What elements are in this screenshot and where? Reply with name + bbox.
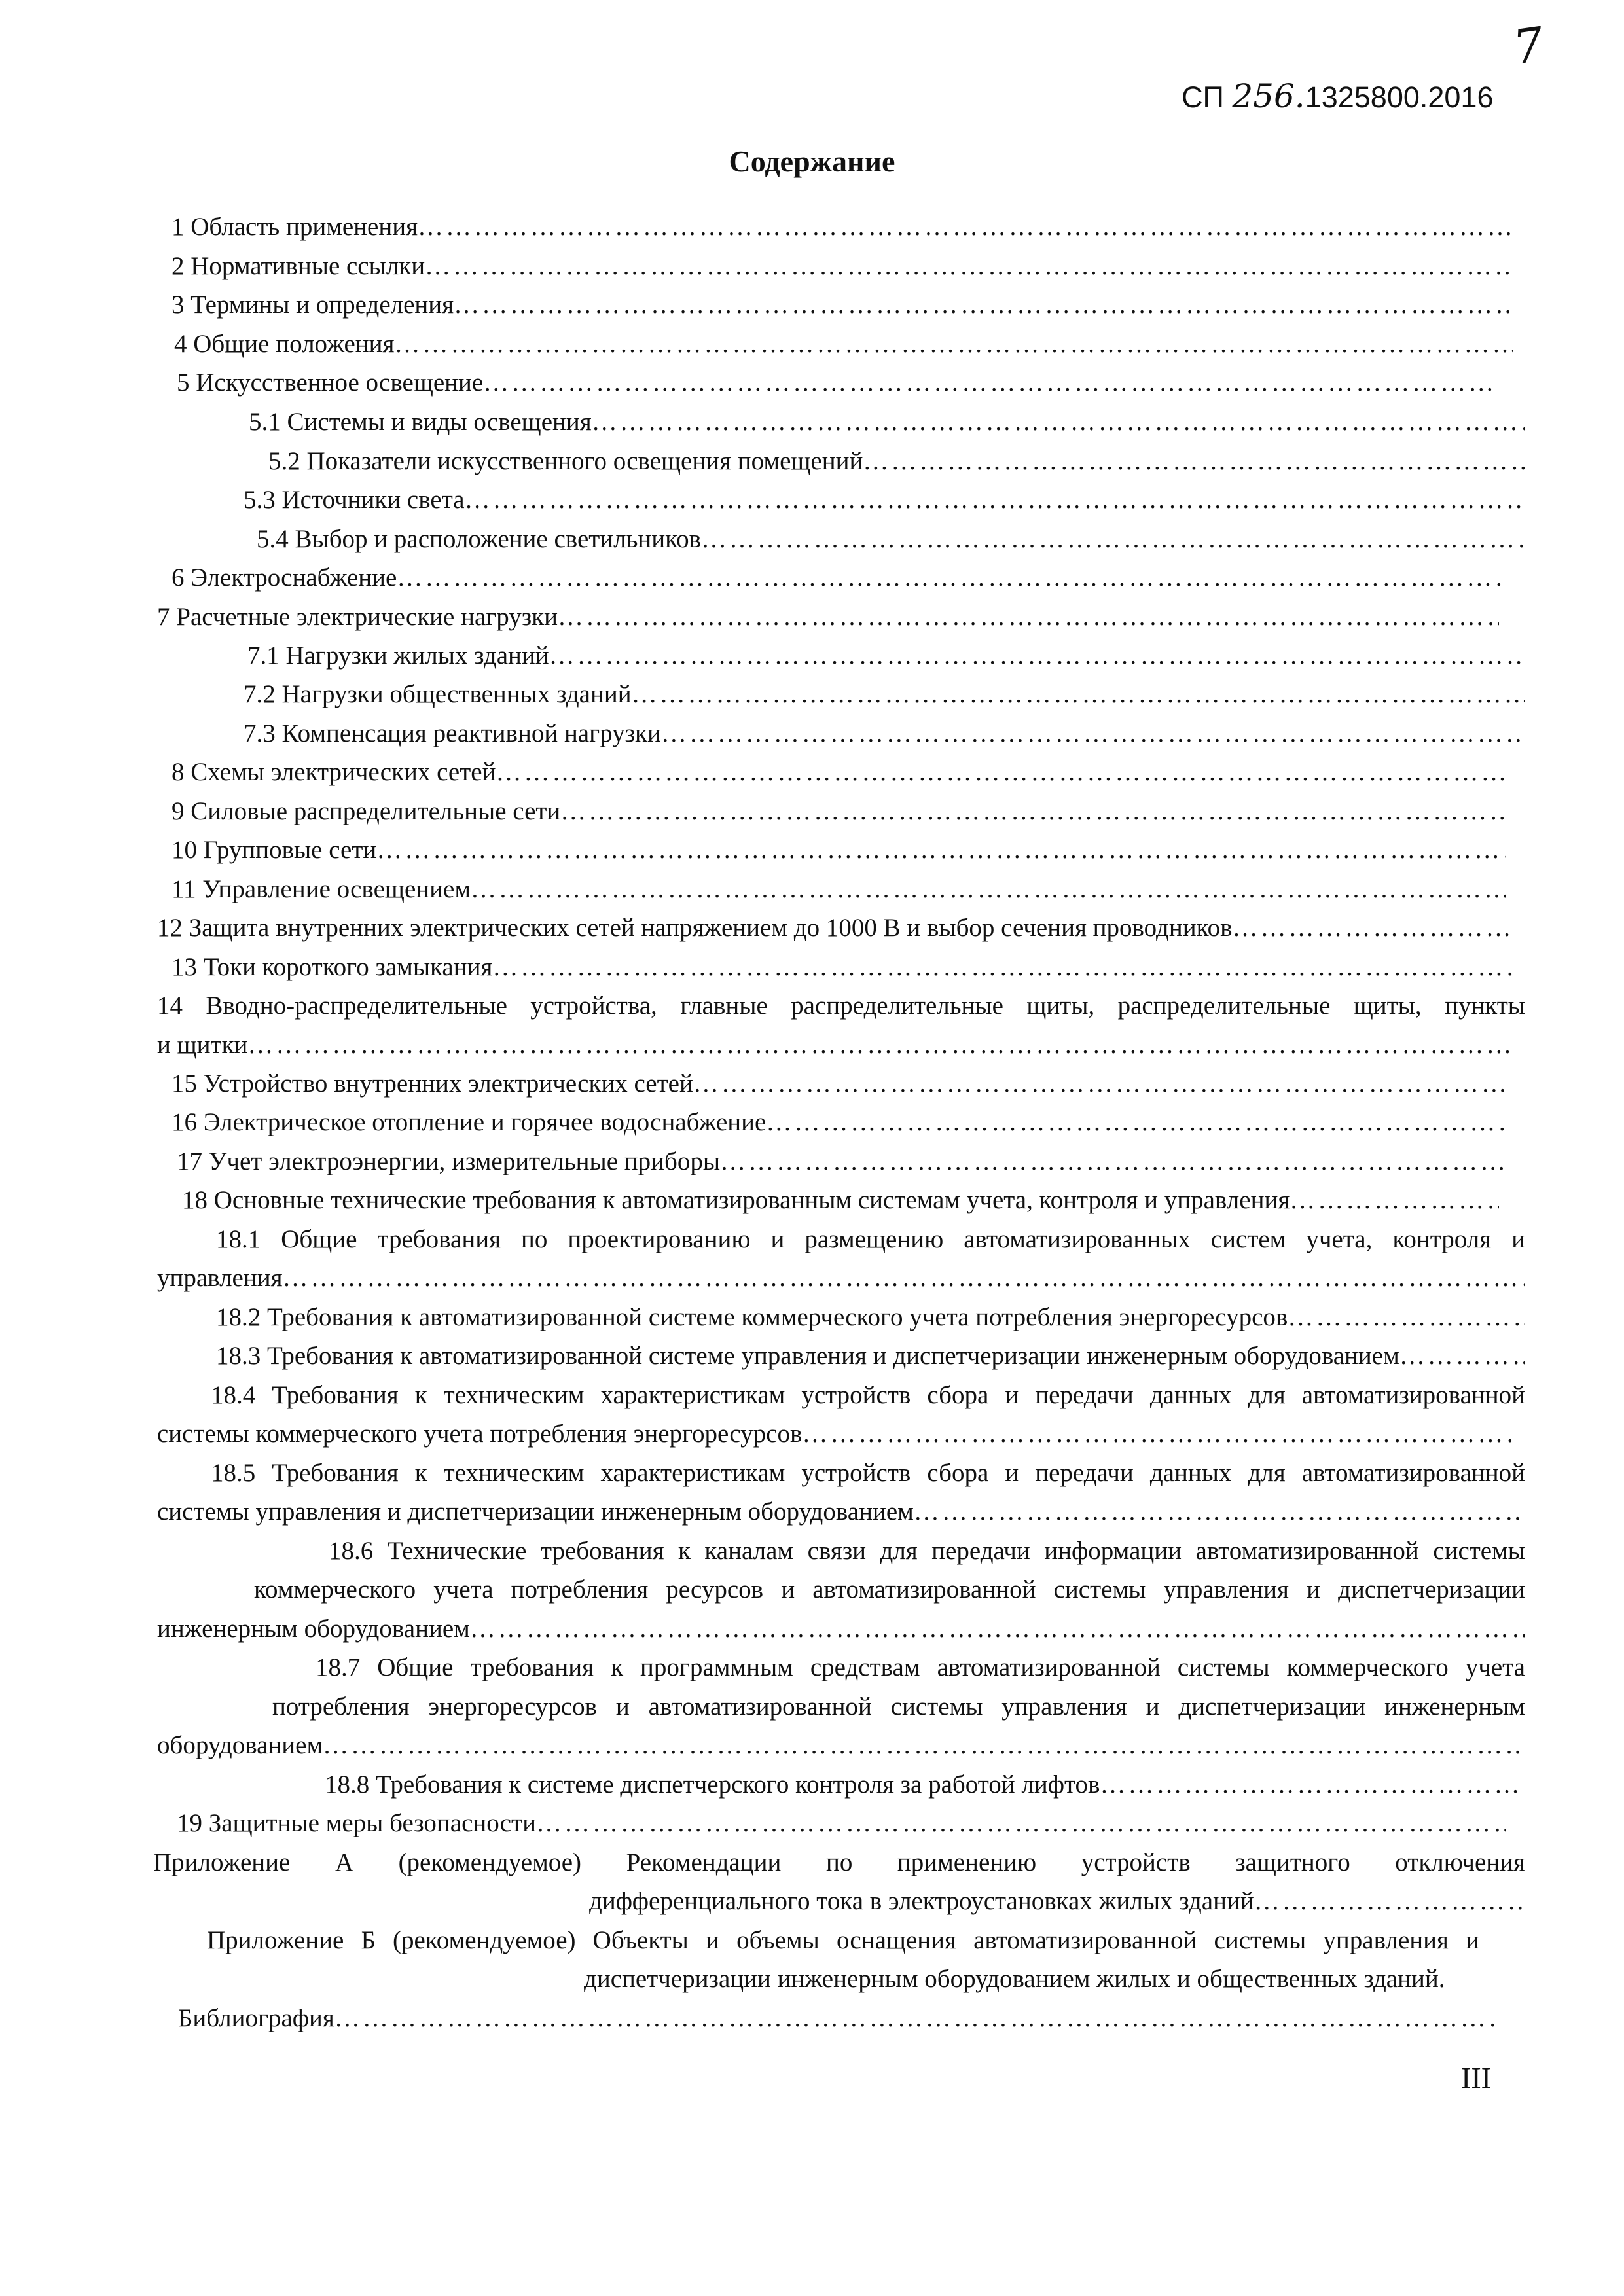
toc-dot-leader bbox=[1254, 1882, 1525, 1920]
toc-entry bbox=[325, 1766, 1525, 1804]
code-suffix: 1325800.2016 bbox=[1305, 81, 1494, 114]
toc-entry-title: дифференциального тока в электроустановках жилых зданий bbox=[589, 1887, 1254, 1915]
toc-dot-leader bbox=[1399, 1337, 1525, 1375]
toc-entry bbox=[211, 1454, 1525, 1492]
toc-entry bbox=[182, 1181, 1499, 1219]
toc-entry-title: 17 Учет электроэнергии, измерительные приборы bbox=[177, 1147, 721, 1175]
toc-entry-title: 2 Нормативные ссылки bbox=[171, 252, 425, 280]
toc-entry bbox=[171, 1103, 1506, 1141]
toc-dot-leader bbox=[425, 247, 1513, 285]
toc-entry-title: 19 Защитные меры безопасности bbox=[177, 1809, 536, 1837]
toc-entry-title: 13 Токи короткого замыкания bbox=[171, 953, 493, 981]
toc-dot-leader bbox=[701, 520, 1525, 558]
toc-entry bbox=[211, 1376, 1525, 1414]
toc-entry bbox=[174, 325, 1513, 363]
toc-dot-leader bbox=[661, 715, 1525, 753]
toc-entry-title: 5.1 Системы и виды освещения bbox=[249, 408, 592, 436]
toc-dot-leader bbox=[1290, 1181, 1499, 1219]
toc-entry bbox=[171, 753, 1506, 791]
toc-entry bbox=[247, 637, 1525, 675]
toc-entry bbox=[157, 1727, 1525, 1765]
toc-entry-title: 5 Искусственное освещение bbox=[177, 368, 484, 397]
toc-entry bbox=[157, 1415, 1513, 1453]
toc-entry bbox=[177, 1804, 1506, 1842]
toc-entry-title: 18.8 Требования к системе диспетчерского контроля за работой лифтов bbox=[325, 1770, 1100, 1799]
toc-entry bbox=[177, 364, 1499, 402]
toc-entry bbox=[157, 1026, 1513, 1064]
toc-entry-title: 7.2 Нагрузки общественных зданий bbox=[244, 680, 632, 708]
toc-entry bbox=[153, 1844, 1525, 1882]
toc-entry-title: 18.2 Требования к автоматизированной системе коммерческого учета потребления энергоресурсов bbox=[216, 1303, 1288, 1331]
toc-entry-title: системы коммерческого учета потребления энергоресурсов bbox=[157, 1420, 803, 1448]
toc-dot-leader bbox=[632, 675, 1525, 713]
toc-entry-title: 18.4 Требования к техническим характеристикам устройств сбора и передачи данных для автоматизированной bbox=[211, 1381, 1525, 1409]
toc-entry bbox=[157, 909, 1513, 947]
toc-entry-title: 7.3 Компенсация реактивной нагрузки bbox=[244, 719, 661, 747]
page-number: III bbox=[1461, 2061, 1491, 2094]
toc-entry-title: и щитки bbox=[157, 1031, 248, 1059]
toc-dot-leader bbox=[492, 948, 1513, 986]
toc-dot-leader bbox=[592, 403, 1525, 441]
toc-entry-title: 4 Общие положения bbox=[174, 330, 395, 358]
toc-dot-leader bbox=[1233, 909, 1513, 947]
toc-entry bbox=[207, 1922, 1479, 1960]
code-prefix: СП bbox=[1182, 81, 1224, 114]
toc-entry-title: 18 Основные технические требования к автоматизированным системам учета, контроля и управления bbox=[182, 1186, 1290, 1214]
toc-entry bbox=[171, 208, 1513, 246]
toc-dot-leader bbox=[914, 1493, 1525, 1531]
toc-entry-title: 15 Устройство внутренних электрических сетей bbox=[171, 1069, 693, 1098]
toc-entry bbox=[157, 987, 1525, 1025]
toc-entry bbox=[216, 1221, 1525, 1259]
handwritten-page-mark: 7 bbox=[1509, 16, 1547, 75]
toc-dot-leader bbox=[471, 870, 1506, 908]
toc-entry bbox=[584, 1960, 1525, 1998]
toc-entry-title: диспетчеризации инженерным оборудованием жилых и общественных зданий. bbox=[584, 1965, 1445, 1993]
toc-entry bbox=[171, 870, 1506, 908]
toc-entry bbox=[329, 1532, 1525, 1570]
toc-entry bbox=[272, 1688, 1525, 1726]
toc-entry bbox=[171, 559, 1506, 597]
toc-entry-title: управления bbox=[157, 1264, 283, 1292]
toc-entry-title: 18.5 Требования к техническим характеристикам устройств сбора и передачи данных для автоматизированной bbox=[211, 1459, 1525, 1487]
toc-entry-title: коммерческого учета потребления ресурсов и автоматизированной системы управления и диспетчеризации bbox=[254, 1575, 1525, 1604]
toc-entry bbox=[244, 715, 1525, 753]
toc-entry-title: 8 Схемы электрических сетей bbox=[171, 758, 496, 786]
toc-dot-leader bbox=[323, 1727, 1525, 1765]
toc-entry-title: 10 Групповые сети bbox=[171, 836, 377, 864]
toc-entry bbox=[171, 1065, 1506, 1103]
toc-dot-leader bbox=[549, 637, 1525, 675]
toc-entry-title: 12 Защита внутренних электрических сетей напряжением до 1000 В и выбор сечения проводников bbox=[157, 914, 1233, 942]
toc-entry-title: потребления энергоресурсов и автоматизированной системы управления и диспетчеризации инженерным bbox=[272, 1693, 1525, 1721]
toc-dot-leader bbox=[1288, 1299, 1525, 1336]
toc-entry bbox=[254, 1571, 1525, 1609]
toc-dot-leader bbox=[376, 831, 1506, 869]
toc-entry bbox=[216, 1337, 1525, 1375]
toc-entry bbox=[249, 403, 1525, 441]
toc-entry bbox=[157, 1493, 1525, 1531]
toc-entry-title: 18.7 Общие требования к программным средствам автоматизированной системы коммерческого учета bbox=[316, 1653, 1525, 1681]
toc-dot-leader bbox=[465, 481, 1525, 519]
toc-entry bbox=[157, 1610, 1525, 1648]
toc-dot-leader bbox=[720, 1143, 1506, 1181]
toc-dot-leader bbox=[247, 1026, 1513, 1064]
toc-dot-leader bbox=[863, 442, 1525, 480]
toc-entry bbox=[216, 1299, 1525, 1336]
toc-entry-title: 1 Область применения bbox=[171, 213, 418, 241]
toc-entry bbox=[268, 442, 1525, 480]
toc-entry-title: системы управления и диспетчеризации инженерным оборудованием bbox=[157, 1498, 914, 1526]
toc-entry-title: 7 Расчетные электрические нагрузки bbox=[157, 603, 558, 631]
toc-entry-title: 9 Силовые распределительные сети bbox=[171, 797, 561, 825]
toc-dot-leader bbox=[802, 1415, 1513, 1453]
toc-entry-title: 18.3 Требования к автоматизированной системе управления и диспетчеризации инженерным оборудованием bbox=[216, 1342, 1399, 1370]
toc-entry-title: Библиография bbox=[178, 2004, 334, 2032]
toc-entry bbox=[171, 948, 1513, 986]
toc-entry-title: 3 Термины и определения bbox=[171, 291, 454, 319]
toc-entry-title: 18.6 Технические требования к каналам связи для передачи информации автоматизированной системы bbox=[329, 1537, 1525, 1565]
toc-dot-leader bbox=[397, 559, 1506, 597]
toc-entry bbox=[244, 675, 1525, 713]
toc-dot-leader bbox=[334, 2000, 1499, 2037]
toc-dot-leader bbox=[395, 325, 1514, 363]
toc-dot-leader bbox=[766, 1103, 1506, 1141]
toc-dot-leader bbox=[558, 598, 1499, 636]
toc-entry-title: 16 Электрическое отопление и горячее водоснабжение bbox=[171, 1108, 767, 1136]
toc-entry bbox=[171, 831, 1506, 869]
toc-entry-title: 6 Электроснабжение bbox=[171, 564, 397, 592]
toc-entry-title: 5.4 Выбор и расположение светильников bbox=[257, 525, 702, 553]
toc-entry-title: 5.3 Источники света bbox=[244, 486, 465, 514]
toc-entry bbox=[157, 1259, 1525, 1297]
toc-entry-title: Приложение Б (рекомендуемое) Объекты и объемы оснащения автоматизированной системы управления и bbox=[207, 1926, 1479, 1954]
toc-entry bbox=[244, 481, 1525, 519]
code-handwritten: 256. bbox=[1232, 77, 1305, 115]
toc-dot-leader bbox=[483, 364, 1499, 402]
toc-entry bbox=[178, 2000, 1499, 2037]
toc-entry bbox=[257, 520, 1525, 558]
toc-dot-leader bbox=[496, 753, 1506, 791]
toc-entry-title: инженерным оборудованием bbox=[157, 1615, 470, 1643]
toc-entry bbox=[177, 1143, 1506, 1181]
toc-entry bbox=[157, 598, 1499, 636]
toc-entry-title: 14 Вводно-распределительные устройства, главные распределительные щиты, распределительные щиты, пункты bbox=[157, 992, 1525, 1020]
toc-dot-leader bbox=[470, 1610, 1525, 1648]
toc-entry bbox=[589, 1882, 1525, 1920]
toc-entry bbox=[171, 247, 1513, 285]
toc-dot-leader bbox=[536, 1804, 1506, 1842]
toc-entry bbox=[171, 286, 1513, 324]
toc-entry-title: 11 Управление освещением bbox=[171, 875, 471, 903]
toc-dot-leader bbox=[418, 208, 1513, 246]
toc-entry-title: Приложение А (рекомендуемое) Рекомендации по применению устройств защитного отключения bbox=[153, 1848, 1525, 1876]
toc-entry-title: 18.1 Общие требования по проектированию и размещению автоматизированных систем учета, контроля и bbox=[216, 1225, 1525, 1253]
toc-dot-leader bbox=[454, 286, 1513, 324]
toc-dot-leader bbox=[1100, 1766, 1525, 1804]
toc-entry-title: оборудованием bbox=[157, 1731, 323, 1759]
toc-entry-title: 5.2 Показатели искусственного освещения помещений bbox=[268, 447, 863, 475]
toc-dot-leader bbox=[283, 1259, 1525, 1297]
toc-entry bbox=[316, 1649, 1525, 1687]
toc-entry bbox=[171, 793, 1506, 831]
toc-entry-title: 7.1 Нагрузки жилых зданий bbox=[247, 641, 549, 670]
toc-dot-leader bbox=[560, 793, 1506, 831]
page-title: Содержание bbox=[729, 145, 895, 178]
toc-dot-leader bbox=[693, 1065, 1506, 1103]
